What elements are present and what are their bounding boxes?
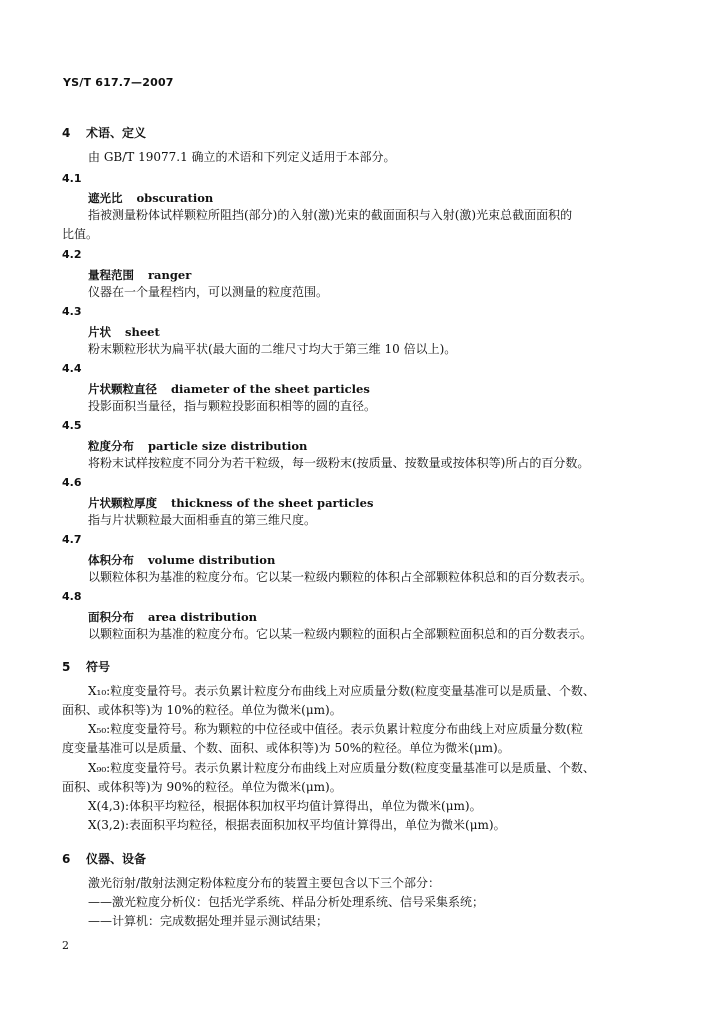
term-definition: 投影面积当量径，指与颗粒投影面积相等的圆的直径。 (88, 399, 377, 413)
term-en: thickness of the sheet particles (171, 496, 374, 510)
section-number: 4 (62, 126, 71, 140)
symbol-line: X₁₀:粒度变量符号。表示负累计粒度分布曲线上对应质量分数(粒度变量基准可以是质量、个数、 (88, 684, 595, 698)
term-en: diameter of the sheet particles (171, 382, 370, 396)
term-number: 4.3 (62, 305, 82, 318)
section-5-heading (62, 658, 110, 675)
term-definition: 指被测量粉体试样颗粒所阻挡(部分)的入射(激)光束的截面面积与入射(激)光束总截面面积的 (88, 208, 573, 222)
term-en: obscuration (136, 191, 214, 205)
equipment-line: 激光衍射/散射法测定粉体粒度分布的装置主要包含以下三个部分： (88, 876, 441, 890)
term-number: 4.6 (62, 476, 82, 489)
term-number: 4.8 (62, 590, 82, 603)
term-en: particle size distribution (148, 439, 308, 453)
term-number: 4.4 (62, 362, 82, 375)
section-number: 6 (62, 852, 71, 866)
term-heading (88, 267, 191, 283)
term-en: area distribution (148, 610, 258, 624)
term-en: volume distribution (148, 553, 276, 567)
term-zh: 体积分布 (88, 553, 134, 567)
term-en: sheet (125, 325, 160, 339)
standard-code: YS/T 617.7—2007 (63, 76, 174, 89)
term-zh: 片状颗粒直径 (88, 382, 157, 396)
symbol-line: 面积、或体积等)为 10%的粒径。单位为微米(μm)。 (62, 703, 342, 717)
term-zh: 量程范围 (88, 268, 134, 282)
term-zh: 片状颗粒厚度 (88, 496, 157, 510)
term-zh: 片状 (88, 325, 111, 339)
page-number: 2 (62, 939, 69, 952)
symbol-line: X₅₀:粒度变量符号。称为颗粒的中位径或中值径。表示负累计粒度分布曲线上对应质量分数(粒 (88, 722, 583, 736)
section-6-heading (62, 850, 146, 867)
section-4-heading (62, 124, 146, 141)
term-zh: 粒度分布 (88, 439, 134, 453)
term-heading (88, 324, 160, 340)
term-number: 4.2 (62, 248, 82, 261)
term-number: 4.5 (62, 419, 82, 432)
term-definition: 以颗粒体积为基准的粒度分布。它以某一粒级内颗粒的体积占全部颗粒体积总和的百分数表示。 (88, 570, 593, 584)
section-title: 术语、定义 (86, 126, 147, 140)
section-4-intro: 由 GB/T 19077.1 确立的术语和下列定义适用于本部分。 (88, 150, 396, 164)
term-definition: 仪器在一个量程档内，可以测量的粒度范围。 (88, 285, 329, 299)
equipment-line: ——计算机：完成数据处理并显示测试结果； (88, 914, 329, 928)
term-heading (88, 190, 213, 206)
symbol-line: 度变量基准可以是质量、个数、面积、或体积等)为 50%的粒径。单位为微米(μm)。 (62, 741, 510, 755)
symbol-line: X(3,2):表面积平均粒径，根据表面积加权平均值计算得出，单位为微米(μm)。 (88, 818, 506, 832)
section-number: 5 (62, 660, 71, 674)
term-heading (88, 438, 307, 454)
term-definition: 粉末颗粒形状为扁平状(最大面的二维尺寸均大于第三维 10 倍以上)。 (88, 342, 457, 356)
term-definition: 以颗粒面积为基准的粒度分布。它以某一粒级内颗粒的面积占全部颗粒面积总和的百分数表示。 (88, 627, 593, 641)
term-heading (88, 381, 370, 397)
equipment-line: ——激光粒度分析仪：包括光学系统、样品分析处理系统、信号采集系统； (88, 895, 485, 909)
term-number: 4.1 (62, 172, 82, 185)
term-number: 4.7 (62, 533, 82, 546)
term-definition: 将粉末试样按粒度不同分为若干粒级，每一级粉末(按质量、按数量或按体积等)所占的百分数。 (88, 456, 590, 470)
term-en: ranger (148, 268, 192, 282)
section-title: 仪器、设备 (86, 852, 147, 866)
term-definition: 比值。 (62, 227, 99, 241)
term-heading (88, 552, 275, 568)
term-heading (88, 495, 373, 511)
section-title: 符号 (86, 660, 111, 674)
term-zh: 遮光比 (88, 191, 123, 205)
term-definition: 指与片状颗粒最大面相垂直的第三维尺度。 (88, 513, 317, 527)
symbol-line: X₉₀:粒度变量符号。表示负累计粒度分布曲线上对应质量分数(粒度变量基准可以是质量、个数、 (88, 761, 595, 775)
term-heading (88, 609, 257, 625)
symbol-line: 面积、或体积等)为 90%的粒径。单位为微米(μm)。 (62, 780, 342, 794)
symbol-line: X(4,3):体积平均粒径，根据体积加权平均值计算得出，单位为微米(μm)。 (88, 799, 482, 813)
term-zh: 面积分布 (88, 610, 134, 624)
